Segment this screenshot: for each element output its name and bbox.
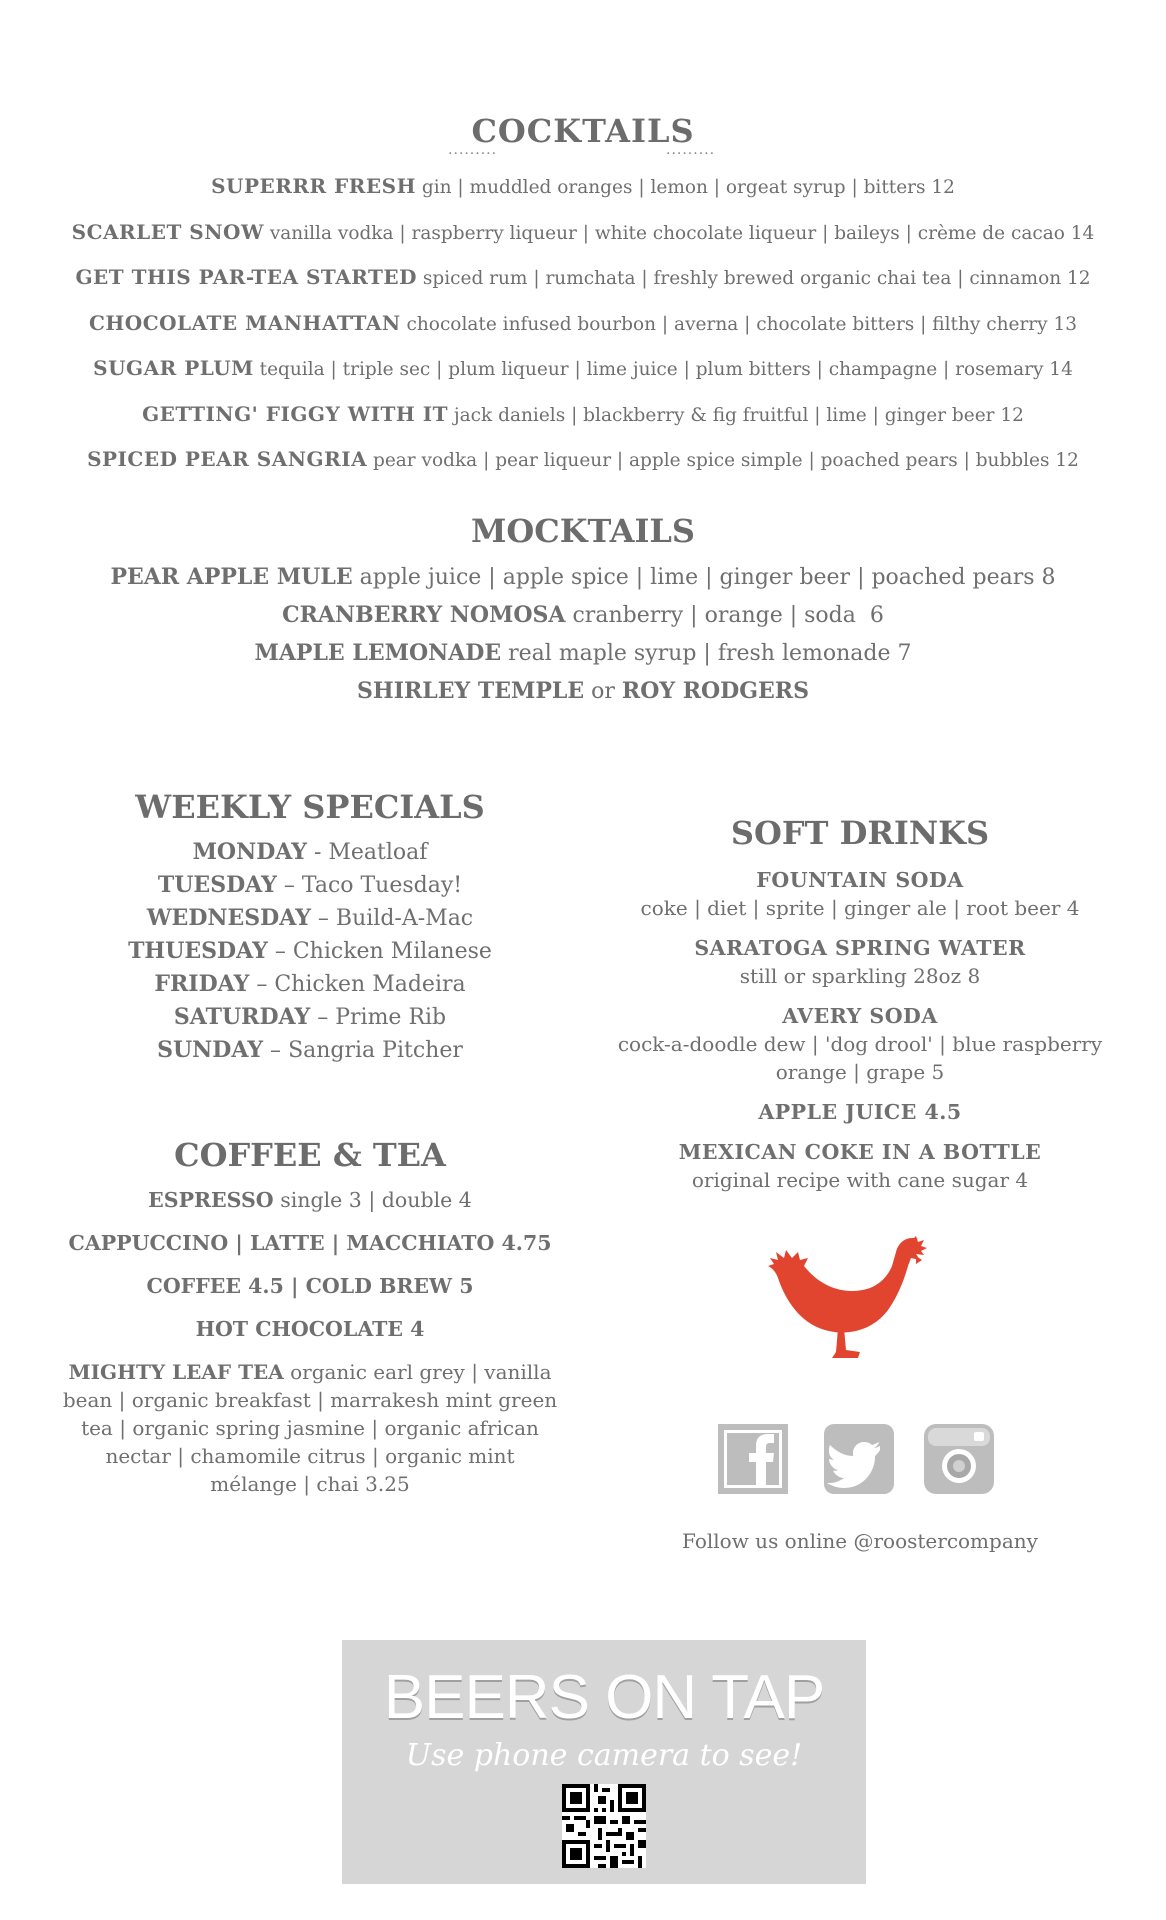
mocktail-name: PEAR APPLE MULE [110, 564, 353, 590]
special-item [60, 838, 560, 871]
cocktail-desc: tequila | triple sec | plum liqueur | lime juice | plum bitters | champagne | rosemary 14 [259, 359, 1073, 380]
soft-drink-desc: still or sparkling 28oz 8 [739, 964, 981, 988]
soft-drink-item [610, 934, 1110, 990]
qr-code[interactable] [562, 1784, 646, 1868]
tea-item [60, 1358, 560, 1498]
beers-subtitle: Use phone camera to see! [405, 1738, 803, 1773]
soft-drink-desc: original recipe with cane sugar 4 [691, 1168, 1029, 1192]
special-sep: – [276, 873, 302, 898]
coffee-item [60, 1186, 560, 1214]
soft-drinks-heading: SOFT DRINKS [730, 814, 990, 852]
cocktails-heading: COCKTAILS [471, 112, 695, 150]
cocktail-desc: pear vodka | pear liqueur | apple spice simple | poached pears | bubbles 12 [372, 450, 1079, 471]
weekly-specials-list [60, 838, 560, 1069]
mocktail-list [0, 562, 1166, 714]
coffee-item-hot-chocolate: HOT CHOCOLATE 4 [195, 1317, 425, 1341]
cocktail-name: GETTING' FIGGY WITH IT [142, 401, 449, 426]
special-dish: Meatloaf [328, 840, 428, 865]
soft-drink-name: MEXICAN COKE IN A BOTTLE [678, 1140, 1042, 1164]
special-sep: - [306, 840, 329, 865]
soft-drink-name: SARATOGA SPRING WATER [694, 936, 1026, 960]
mocktail-name: CRANBERRY NOMOSA [282, 602, 566, 628]
special-dish: Chicken Madeira [274, 972, 466, 997]
coffee-tea-heading: COFFEE & TEA [174, 1136, 446, 1174]
cocktail-desc: jack daniels | blackberry & fig fruitful | lime | ginger beer 12 [453, 404, 1024, 426]
special-item [60, 970, 560, 1003]
special-dish: Sangria Pitcher [288, 1038, 463, 1063]
cocktail-name: GET THIS PAR-TEA STARTED [75, 265, 417, 289]
cocktail-item [40, 402, 1126, 448]
special-sep: – [267, 939, 293, 964]
twitter-icon[interactable] [824, 1424, 894, 1494]
special-day: SUNDAY [157, 1037, 264, 1063]
special-item [60, 904, 560, 937]
mocktail-desc: apple juice | apple spice | lime | ginger beer | poached pears 8 [359, 565, 1056, 590]
special-day: THUESDAY [128, 938, 268, 964]
special-dish: Chicken Milanese [292, 939, 492, 964]
instagram-icon[interactable] [924, 1424, 994, 1494]
cocktail-name: SUPERRR FRESH [211, 174, 416, 198]
special-day: MONDAY [192, 839, 307, 865]
social-icons [718, 1424, 998, 1504]
special-dish: Build-A-Mac [335, 906, 474, 931]
cocktail-item [40, 265, 1126, 311]
special-item [60, 871, 560, 904]
cocktail-item [40, 356, 1126, 402]
mocktail-desc: real maple syrup | fresh lemonade 7 [508, 641, 912, 666]
special-item [60, 1036, 560, 1069]
mocktail-desc: cranberry | orange | soda 6 [572, 603, 884, 628]
special-sep: – [310, 906, 336, 931]
special-day: SATURDAY [173, 1004, 311, 1030]
follow-us-text: Follow us online @roostercompany [682, 1529, 1038, 1553]
soft-drink-name: APPLE JUICE 4.5 [758, 1100, 962, 1124]
mocktail-item [0, 638, 1166, 676]
special-day: FRIDAY [154, 971, 250, 997]
soft-drink-item [610, 1098, 1110, 1126]
soft-drink-item [610, 1002, 1110, 1086]
heading-dots-left: ......... [448, 142, 498, 158]
mocktail-name-2: ROY RODGERS [621, 678, 809, 704]
cocktail-item [40, 220, 1126, 266]
espresso-desc: single 3 | double 4 [280, 1188, 472, 1212]
mocktail-item [0, 676, 1166, 714]
mocktail-name: MAPLE LEMONADE [254, 640, 502, 666]
cocktail-desc: chocolate infused bourbon | averna | chocolate bitters | filthy cherry 13 [406, 313, 1078, 335]
special-item [60, 937, 560, 970]
cocktail-desc: gin | muddled oranges | lemon | orgeat syrup | bitters 12 [421, 177, 955, 198]
special-sep: – [249, 972, 275, 997]
mocktail-desc: or [591, 679, 615, 704]
espresso-name: ESPRESSO [148, 1188, 274, 1212]
cocktail-name: SPICED PEAR SANGRIA [87, 447, 368, 471]
soft-drink-item [610, 1138, 1110, 1194]
cocktail-name: SUGAR PLUM [93, 356, 254, 380]
special-item [60, 1003, 560, 1036]
cocktail-name: CHOCOLATE MANHATTAN [88, 310, 401, 335]
special-dish: Prime Rib [335, 1005, 447, 1030]
mocktail-item [0, 600, 1166, 638]
cocktail-desc: spiced rum | rumchata | freshly brewed organic chai tea | cinnamon 12 [422, 268, 1091, 289]
cocktail-desc: vanilla vodka | raspberry liqueur | white chocolate liqueur | baileys | crème de cacao 14 [269, 222, 1095, 244]
cocktail-list [40, 174, 1126, 493]
facebook-icon[interactable] [718, 1424, 788, 1494]
soft-drink-desc: cock-a-doodle dew | 'dog drool' | blue raspberry orange | grape 5 [617, 1032, 1103, 1084]
special-day: TUESDAY [157, 872, 277, 898]
rooster-logo [760, 1228, 930, 1368]
coffee-item-cappuccino: CAPPUCCINO | LATTE | MACCHIATO 4.75 [68, 1231, 552, 1255]
soft-drink-desc: coke | diet | sprite | ginger ale | root beer 4 [640, 896, 1080, 920]
cocktail-item [40, 311, 1126, 357]
tea-desc: organic earl grey | vanilla bean | organic breakfast | marrakesh mint green tea | organic spring jasmine | organic african nectar | chamomile citrus | organic mint mélange | chai 3.25 [62, 1360, 558, 1496]
soft-drink-item [610, 866, 1110, 922]
coffee-item-coffee: COFFEE 4.5 | COLD BREW 5 [146, 1274, 474, 1298]
coffee-list [60, 1186, 560, 1358]
special-dish: Taco Tuesday! [301, 873, 463, 898]
soft-drinks-list [610, 866, 1110, 1206]
mocktail-name: SHIRLEY TEMPLE [357, 678, 585, 704]
heading-dots-right: ......... [666, 142, 716, 158]
soft-drink-name: FOUNTAIN SODA [756, 868, 964, 892]
mocktails-heading: MOCKTAILS [470, 512, 696, 550]
cocktail-item [40, 447, 1126, 493]
weekly-specials-heading: WEEKLY SPECIALS [135, 788, 485, 826]
mocktail-item [0, 562, 1166, 600]
special-sep: – [263, 1038, 289, 1063]
special-sep: – [310, 1005, 336, 1030]
cocktail-name: SCARLET SNOW [71, 219, 264, 244]
cocktail-item [40, 174, 1126, 220]
special-day: WEDNESDAY [146, 905, 311, 931]
tea-name: MIGHTY LEAF TEA [68, 1360, 284, 1384]
beers-on-tap-panel [342, 1640, 866, 1884]
soft-drink-name: AVERY SODA [782, 1004, 938, 1028]
beers-title: BEERS ON TAP [383, 1663, 825, 1732]
